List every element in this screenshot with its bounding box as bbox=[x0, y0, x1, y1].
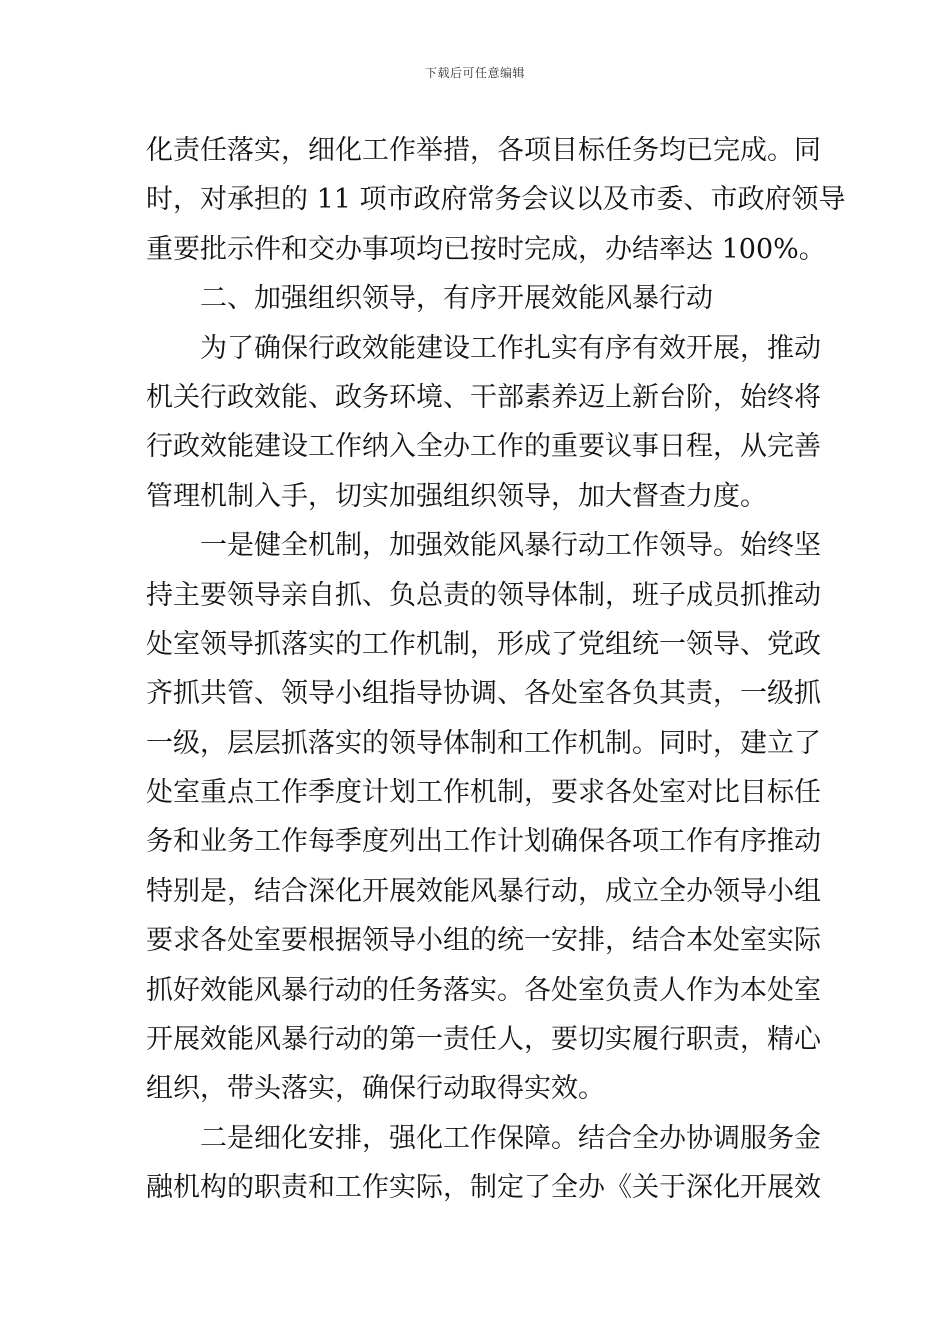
text-line: 特别是，结合深化开展效能风暴行动，成立全办领导小组 bbox=[146, 875, 821, 907]
section-heading: 二、加强组织领导，有序开展效能风暴行动 bbox=[200, 283, 713, 315]
text-line: 开展效能风暴行动的第一责任人，要切实履行职责，精心 bbox=[146, 1024, 821, 1056]
body-text bbox=[146, 126, 846, 1213]
text-line: 二是细化安排，强化工作保障。结合全办协调服务金 bbox=[200, 1122, 821, 1154]
text-line: 务和业务工作每季度列出工作计划确保各项工作有序推动 bbox=[146, 826, 821, 858]
text-line: 要求各处室要根据领导小组的统一安排，结合本处室实际 bbox=[146, 925, 821, 957]
text-line: 重要批示件和交办事项均已按时完成，办结率达 100%。 bbox=[146, 233, 826, 265]
text-line: 一级，层层抓落实的领导体制和工作机制。同时，建立了 bbox=[146, 727, 821, 759]
text-line: 处室重点工作季度计划工作机制，要求各处室对比目标任 bbox=[146, 777, 821, 809]
text-line: 管理机制入手，切实加强组织领导，加大督查力度。 bbox=[146, 480, 767, 512]
text-line: 化责任落实，细化工作举措，各项目标任务均已完成。同 bbox=[146, 135, 821, 166]
text-line: 抓好效能风暴行动的任务落实。各处室负责人作为本处室 bbox=[146, 974, 821, 1006]
text-line: 行政效能建设工作纳入全办工作的重要议事日程，从完善 bbox=[146, 431, 821, 463]
text-line: 齐抓共管、领导小组指导协调、各处室各负其责，一级抓 bbox=[146, 678, 821, 710]
text-line: 时，对承担的 11 项市政府常务会议以及市委、市政府领导 bbox=[146, 184, 846, 216]
text-line: 为了确保行政效能建设工作扎实有序有效开展，推动 bbox=[200, 332, 821, 364]
text-line: 机关行政效能、政务环境、干部素养迈上新台阶，始终将 bbox=[146, 381, 821, 413]
page-header: 下载后可任意编辑 bbox=[424, 66, 525, 80]
text-line: 持主要领导亲自抓、负总责的领导体制，班子成员抓推动 bbox=[146, 579, 821, 611]
text-line: 融机构的职责和工作实际，制定了全办《关于深化开展效 bbox=[146, 1172, 821, 1204]
text-line: 组织，带头落实，确保行动取得实效。 bbox=[146, 1073, 605, 1105]
text-line: 一是健全机制，加强效能风暴行动工作领导。始终坚 bbox=[200, 530, 821, 562]
text-line: 处室领导抓落实的工作机制，形成了党组统一领导、党政 bbox=[146, 628, 821, 660]
